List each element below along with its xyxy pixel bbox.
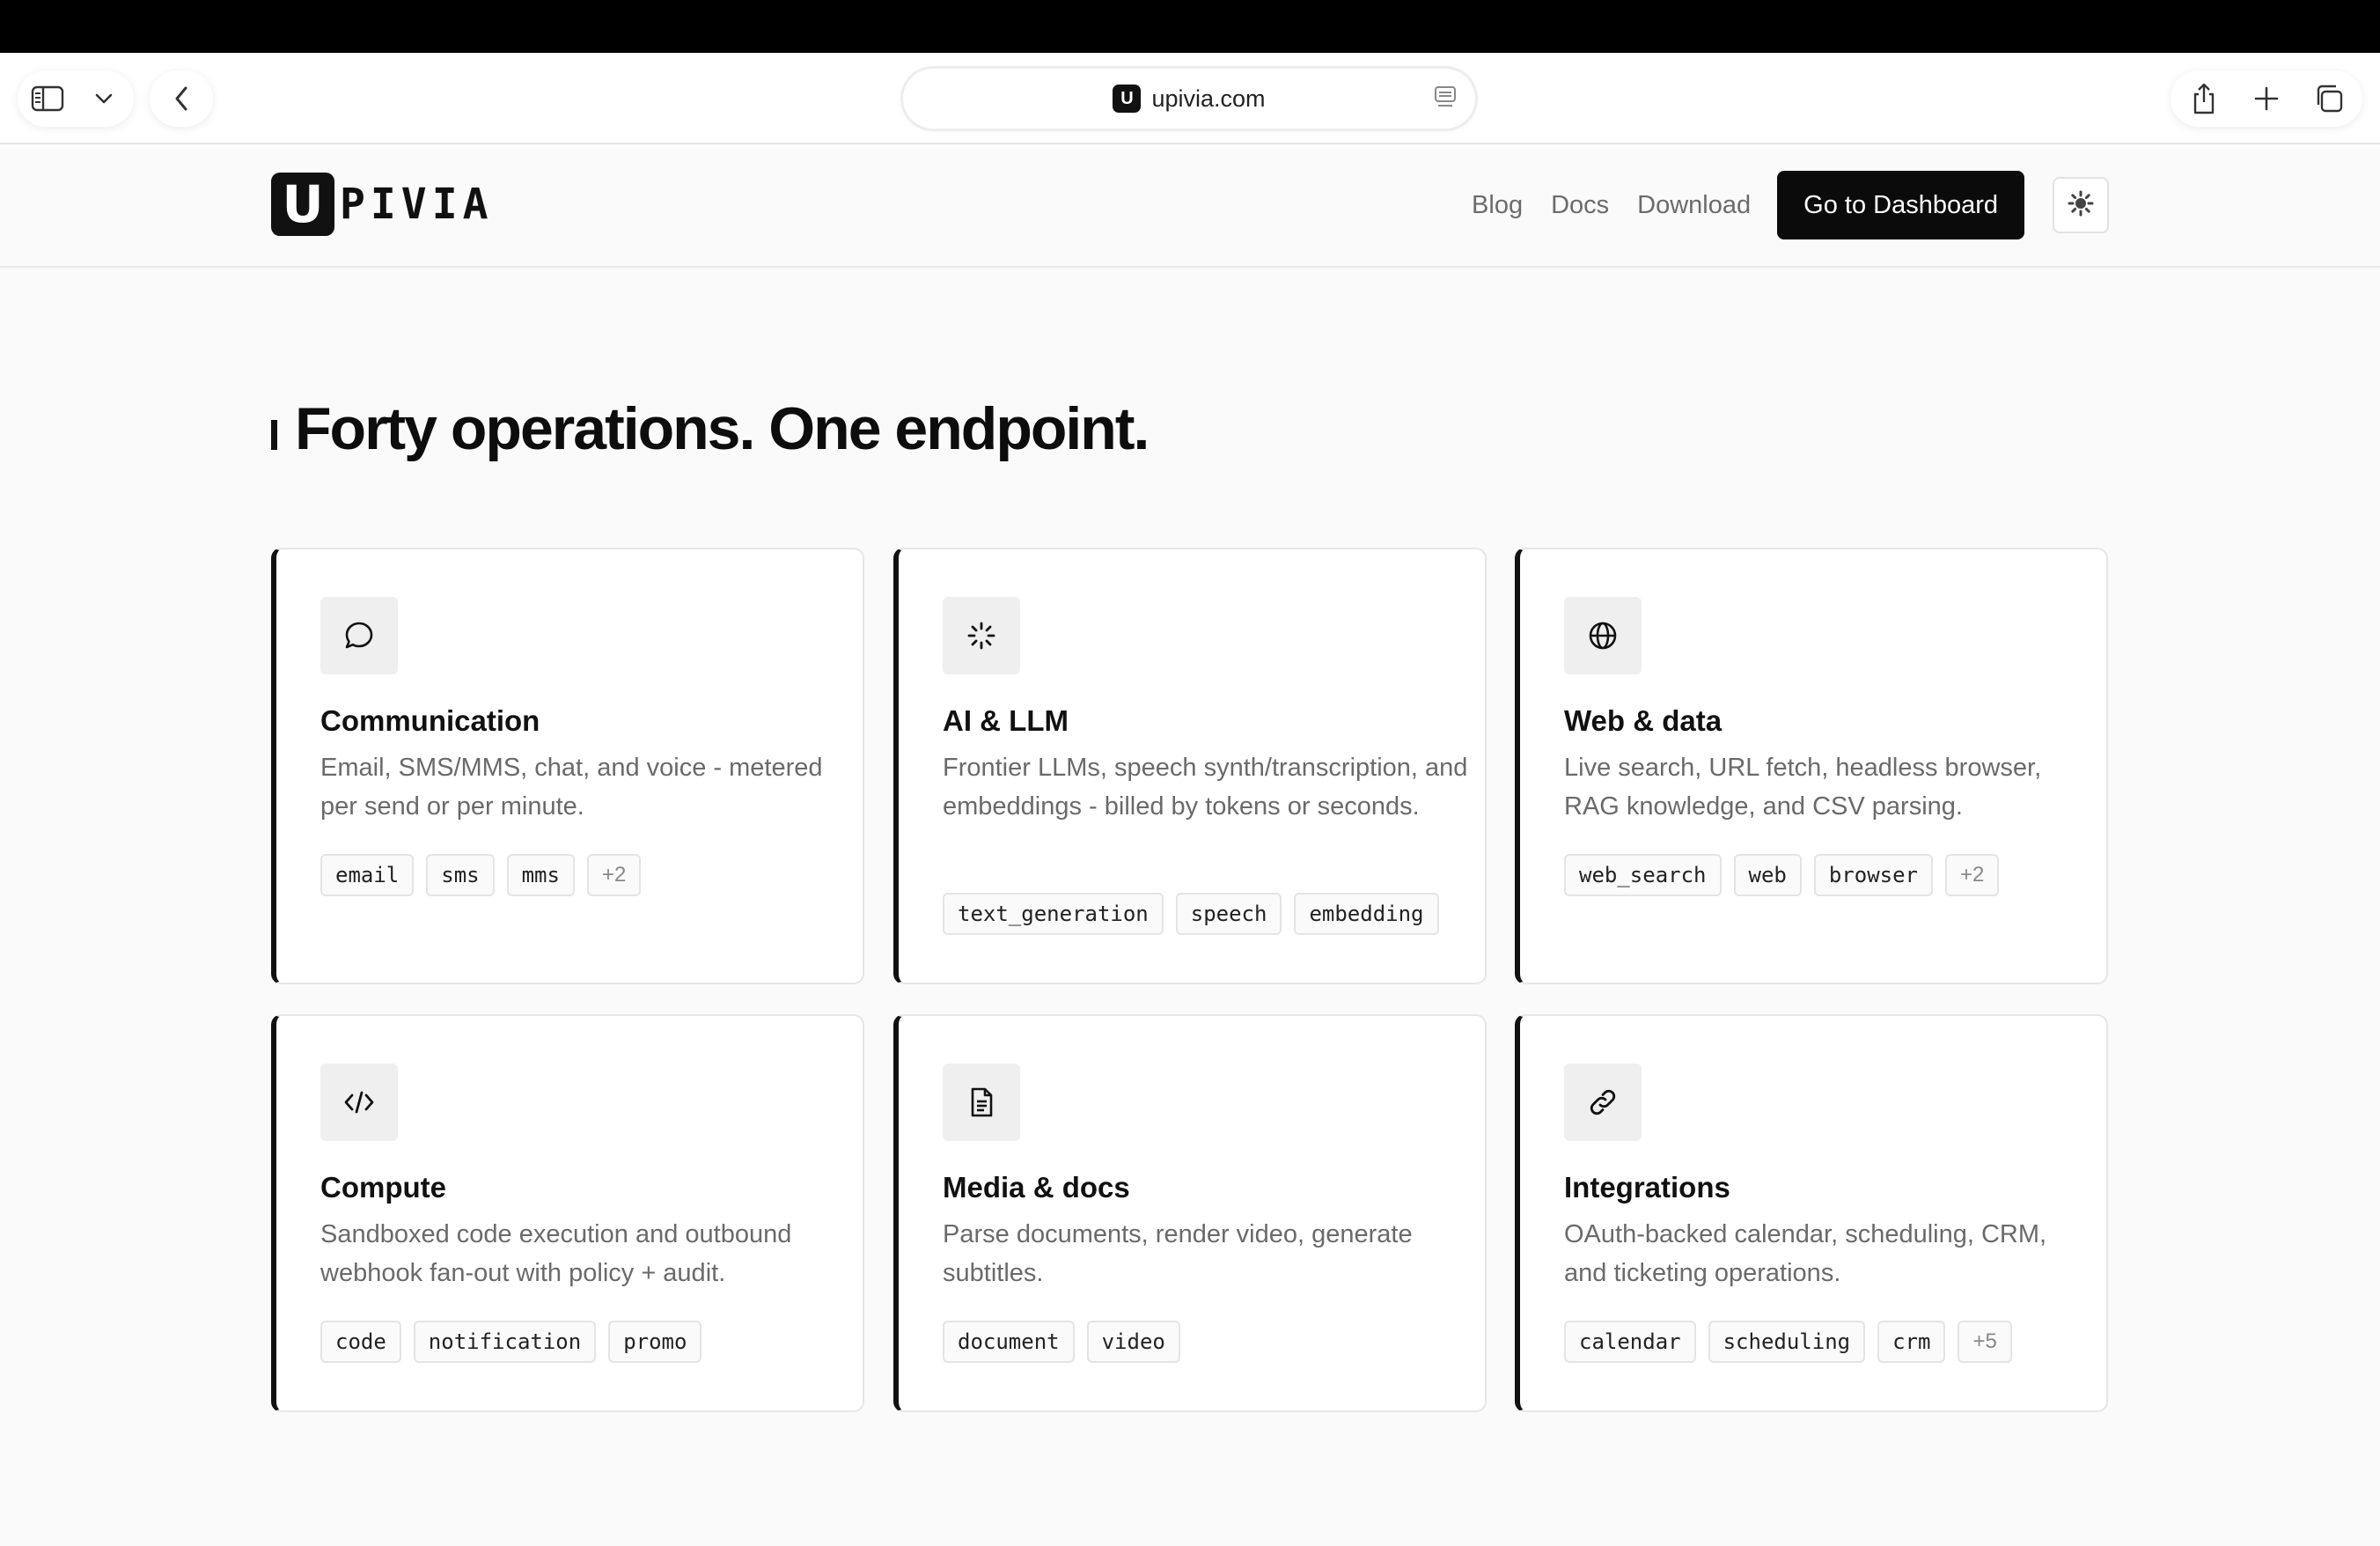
card-description: Live search, URL fetch, headless browser, RAG knowledge, and CSV parsing. <box>1564 754 2042 821</box>
more-tags-badge: +2 <box>587 854 641 896</box>
chevron-down-icon[interactable] <box>86 81 121 116</box>
reader-mode-icon[interactable] <box>1433 85 1458 115</box>
sparkle-loader-icon <box>943 597 1020 674</box>
theme-toggle-button[interactable] <box>2053 177 2109 233</box>
new-tab-icon[interactable] <box>2249 81 2284 116</box>
tag-list <box>320 854 653 896</box>
tag: sms <box>426 854 494 896</box>
heading-accent-bar <box>271 420 277 450</box>
globe-icon <box>1564 597 1642 674</box>
site-header <box>0 146 2380 268</box>
back-button[interactable] <box>150 70 213 127</box>
card-title: Integrations <box>1564 1171 1730 1204</box>
card-description: Sandboxed code execution and outbound webhook fan-out with policy + audit. <box>320 1220 792 1287</box>
browser-toolbar <box>0 53 2380 144</box>
address-bar[interactable] <box>903 69 1475 129</box>
logo-mark: U <box>271 173 334 236</box>
card-description: Frontier LLMs, speech synth/transcription, and embeddings - billed by tokens or seconds. <box>943 754 1468 821</box>
tag: browser <box>1814 854 1933 896</box>
logo-text: PIVIA <box>340 180 494 229</box>
tag: document <box>943 1321 1075 1363</box>
category-card-communication[interactable] <box>271 548 864 984</box>
section-heading <box>271 394 1148 463</box>
screen-top-bar <box>0 0 2380 53</box>
card-title: Communication <box>320 704 540 737</box>
category-card-web-data[interactable] <box>1515 548 2108 984</box>
tag: calendar <box>1564 1321 1696 1363</box>
card-title: Media & docs <box>943 1171 1130 1204</box>
card-description: Email, SMS/MMS, chat, and voice - metered per send or per minute. <box>320 754 823 821</box>
tag: mms <box>507 854 575 896</box>
share-icon[interactable] <box>2186 81 2222 116</box>
tag: email <box>320 854 414 896</box>
tag: embedding <box>1294 893 1438 935</box>
tag: web <box>1734 854 1802 896</box>
category-card-media-docs[interactable] <box>893 1014 1487 1412</box>
tag: text_generation <box>943 893 1164 935</box>
sidebar-controls <box>18 70 134 127</box>
main-nav <box>1472 171 2109 239</box>
card-description: OAuth-backed calendar, scheduling, CRM, and ticketing operations. <box>1564 1220 2047 1287</box>
card-title: Compute <box>320 1171 446 1204</box>
nav-docs-link[interactable]: Docs <box>1551 190 1610 219</box>
site-favicon: U <box>1113 85 1141 113</box>
nav-blog-link[interactable]: Blog <box>1472 190 1524 219</box>
more-tags-badge: +2 <box>1945 854 1999 896</box>
tag: code <box>320 1321 401 1363</box>
tag-list <box>1564 1321 2024 1363</box>
tag-list <box>320 1321 714 1363</box>
code-icon <box>320 1064 398 1141</box>
category-card-integrations[interactable] <box>1515 1014 2108 1412</box>
tag: crm <box>1877 1321 1945 1363</box>
card-title: Web & data <box>1564 704 1723 737</box>
sidebar-toggle-icon[interactable] <box>30 81 65 116</box>
card-title: AI & LLM <box>943 704 1069 737</box>
window-controls <box>2171 70 2362 127</box>
tag: notification <box>414 1321 596 1363</box>
go-to-dashboard-button[interactable]: Go to Dashboard <box>1777 171 2024 239</box>
tag: scheduling <box>1708 1321 1866 1363</box>
tag-list <box>943 1321 1193 1363</box>
card-description: Parse documents, render video, generate subtitles. <box>943 1220 1413 1287</box>
chevron-left-icon <box>164 81 199 116</box>
tag: promo <box>608 1321 702 1363</box>
link-icon <box>1564 1064 1642 1141</box>
tag: speech <box>1176 893 1282 935</box>
category-card-compute[interactable] <box>271 1014 864 1412</box>
more-tags-badge: +5 <box>1958 1321 2011 1363</box>
sun-icon <box>2068 190 2094 221</box>
url-text: upivia.com <box>1151 85 1266 112</box>
tag-list <box>943 893 1451 935</box>
tag: web_search <box>1564 854 1722 896</box>
tag: video <box>1087 1321 1180 1363</box>
tag-list <box>1564 854 2011 896</box>
tab-overview-icon[interactable] <box>2311 81 2347 116</box>
nav-download-link[interactable]: Download <box>1637 190 1752 219</box>
page-title: Forty operations. One endpoint. <box>295 395 1149 462</box>
site-logo[interactable] <box>271 173 494 236</box>
chat-bubble-icon <box>320 597 398 674</box>
document-icon <box>943 1064 1020 1141</box>
category-card-ai-llm[interactable] <box>893 548 1487 984</box>
